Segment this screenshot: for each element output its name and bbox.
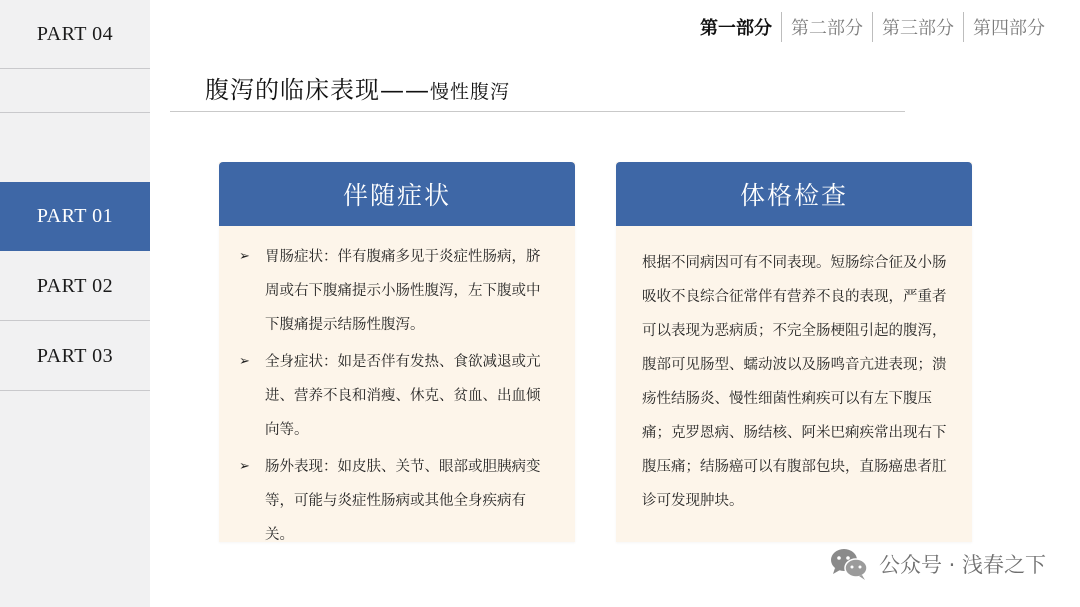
page-title-sub: 慢性腹泻 <box>430 81 511 103</box>
page-title-main: 腹泻的临床表现—— <box>205 76 430 104</box>
sidebar-item-part-02[interactable]: PART 02 <box>0 252 150 321</box>
sidebar-divider <box>0 112 150 113</box>
wechat-icon <box>829 547 869 581</box>
sidebar-item-part-04[interactable]: PART 04 <box>0 0 150 69</box>
list-item-text: 全身症状：如是否伴有发热、食欲减退或亢进、营养不良和消瘦、休克、贫血、出血倾向等。 <box>265 354 541 438</box>
arrow-bullet-icon: ➢ <box>239 249 250 264</box>
symptom-list <box>219 226 575 552</box>
list-item <box>237 345 553 447</box>
sidebar-item-part-01[interactable]: PART 01 <box>0 182 150 251</box>
card-heading: 体格检查 <box>616 162 972 226</box>
nav-part-1[interactable]: 第一部分 <box>700 18 772 39</box>
accompanying-symptoms-card <box>219 162 575 542</box>
page-title <box>205 70 510 105</box>
list-item <box>237 240 553 342</box>
arrow-bullet-icon: ➢ <box>239 459 250 474</box>
account-watermark <box>829 547 1046 581</box>
title-underline <box>170 111 905 112</box>
card-heading: 伴随症状 <box>219 162 575 226</box>
nav-part-3[interactable]: 第三部分 <box>882 18 954 39</box>
list-item-text: 肠外表现：如皮肤、关节、眼部或胆胰病变等，可能与炎症性肠病或其他全身疾病有关。 <box>265 459 541 543</box>
sidebar-item-part-03[interactable]: PART 03 <box>0 322 150 391</box>
sidebar <box>0 0 150 607</box>
nav-part-2[interactable]: 第二部分 <box>791 18 863 39</box>
arrow-bullet-icon: ➢ <box>239 354 250 369</box>
list-item-text: 胃肠症状：伴有腹痛多见于炎症性肠病，脐周或右下腹痛提示小肠性腹泻，左下腹或中下腹痛提示结肠性腹泻。 <box>265 249 541 333</box>
nav-part-4[interactable]: 第四部分 <box>973 18 1045 39</box>
watermark-text: 公众号 · 浅春之下 <box>878 553 1046 577</box>
card-body-text: 根据不同病因可有不同表现。短肠综合征及小肠吸收不良综合征常伴有营养不良的表现，严重者可以表现为恶病质；不完全肠梗阻引起的腹泻，腹部可见肠型、蠕动波以及肠鸣音亢进表现；溃疡性结肠炎、慢性细菌性痢疾可以有左下腹压痛；克罗恩病、肠结核、阿米巴痢疾常出现右下腹压痛；结肠癌可以有腹部包块，直肠癌患者肛诊可发现肿块。 <box>642 255 947 509</box>
section-nav <box>691 10 1054 44</box>
list-item <box>237 450 553 552</box>
physical-exam-card <box>616 162 972 542</box>
